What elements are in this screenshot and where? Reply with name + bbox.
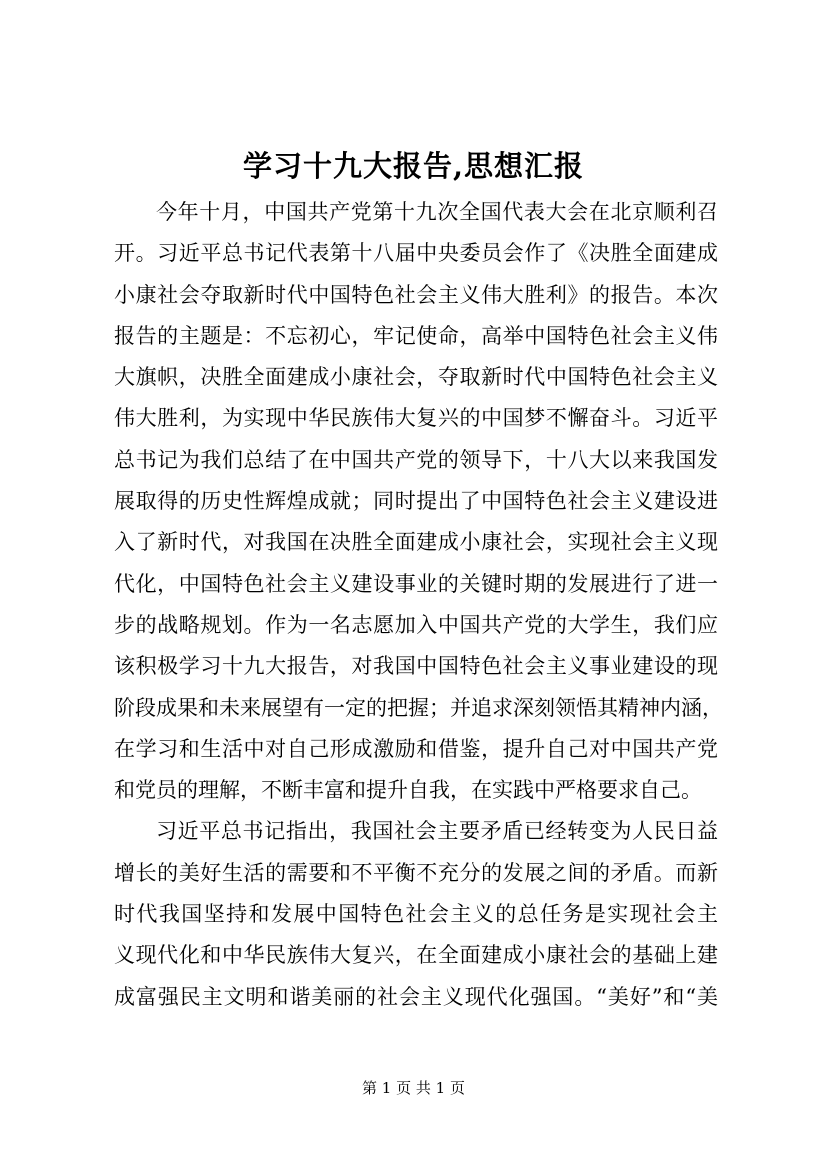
paragraph-1-line: 阶段成果和未来展望有一定的把握；并追求深刻领悟其精神内涵， <box>114 695 723 720</box>
paragraph-1-line: 今年十月，中国共产党第十九次全国代表大会在北京顺利召 <box>156 200 718 224</box>
paragraph-1-line: 步的战略规划。作为一名志愿加入中国共产党的大学生，我们应 <box>114 612 718 637</box>
paragraph-2-line: 增长的美好生活的需要和不平衡不充分的发展之间的矛盾。而新 <box>114 860 718 885</box>
paragraph-1-line: 小康社会夺取新时代中国特色社会主义伟大胜利》的报告。本次 <box>114 282 718 307</box>
paragraph-1-line: 在学习和生活中对自己形成激励和借鉴，提升自己对中国共产党 <box>114 736 718 761</box>
paragraph-2-line: 时代我国坚持和发展中国特色社会主义的总任务是实现社会主 <box>114 902 718 927</box>
paragraph-1-line: 开。习近平总书记代表第十八届中央委员会作了《决胜全面建成 <box>114 241 718 266</box>
paragraph-1-line: 和党员的理解，不断丰富和提升自我，在实践中严格要求自己。 <box>114 778 702 803</box>
paragraph-1-line: 伟大胜利，为实现中华民族伟大复兴的中国梦不懈奋斗。习近平 <box>114 406 718 431</box>
page-footer: 第 1 页 共 1 页 <box>362 1079 465 1097</box>
paragraph-2-line: 成富强民主文明和谐美丽的社会主义现代化强国。“美好”和“美 <box>114 984 718 1009</box>
paragraph-1-line: 展取得的历史性辉煌成就；同时提出了中国特色社会主义建设进 <box>114 489 718 514</box>
paragraph-1-line: 总书记为我们总结了在中国共产党的领导下，十八大以来我国发 <box>114 447 718 472</box>
paragraph-1-line: 该积极学习十九大报告，对我国中国特色社会主义事业建设的现 <box>114 654 718 679</box>
paragraph-1-line: 代化，中国特色社会主义建设事业的关键时期的发展进行了进一 <box>114 571 718 596</box>
paragraph-1-line: 入了新时代，对我国在决胜全面建成小康社会，实现社会主义现 <box>114 530 718 555</box>
paragraph-2-line: 习近平总书记指出，我国社会主要矛盾已经转变为人民日益 <box>156 819 718 844</box>
paragraph-2-line: 义现代化和中华民族伟大复兴，在全面建成小康社会的基础上建 <box>114 943 718 968</box>
document-title: 学习十九大报告,思想汇报 <box>242 149 585 183</box>
paragraph-1-line: 大旗帜，决胜全面建成小康社会，夺取新时代中国特色社会主义 <box>114 365 718 390</box>
document-body <box>114 192 723 1018</box>
paragraph-1-line: 报告的主题是：不忘初心，牢记使命，高举中国特色社会主义伟 <box>114 323 718 348</box>
